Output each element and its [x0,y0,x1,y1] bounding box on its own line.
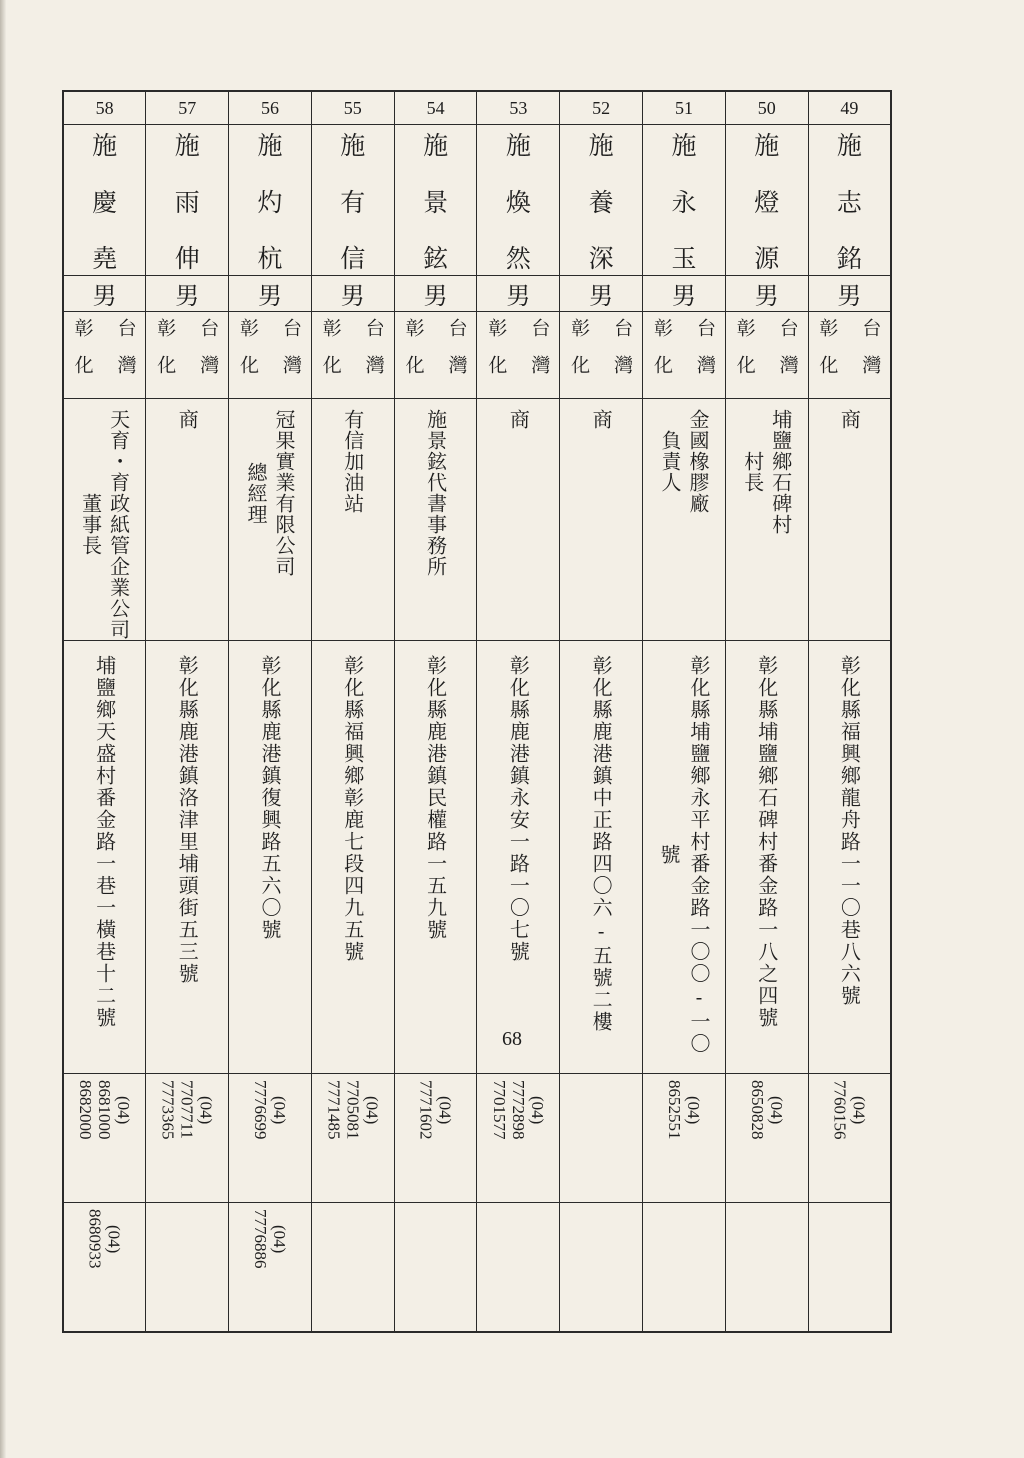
name-char: 施 [174,131,200,160]
telephone-line: 7776699 [250,1080,270,1140]
address-wrap [560,641,642,1033]
occupation-line: 商 [589,409,614,430]
occupation-line: 商 [837,409,862,430]
origin-cell [146,312,229,399]
name-cell [725,125,808,276]
telephone-wrap [229,1074,311,1140]
name-char: 施 [340,131,366,160]
name-char: 銘 [836,244,862,273]
origin-cell [229,312,312,399]
name-char: 鉉 [423,244,449,273]
telephone-line: 8650828 [747,1080,767,1140]
occupation-cell [560,399,643,641]
origin-line: 台灣 [776,318,799,392]
name-char: 有 [340,187,366,217]
name-cell [560,125,643,276]
origin-line: 台灣 [279,318,302,392]
telephone-line: 8652551 [664,1080,684,1140]
telephone-wrap [560,1203,642,1209]
origin-cell [643,312,726,399]
name-cell [146,125,229,276]
serial-number-cell: 58 [63,91,146,125]
telephone-wrap [726,1203,808,1209]
origin-wrap [643,312,725,398]
occupation-wrap [643,399,725,514]
address-wrap [643,641,725,1055]
occupation-line: 負責人 [657,430,682,493]
origin-line: 彰化 [71,318,94,392]
origin-cell [63,312,146,399]
telephone-line: (04) [435,1095,455,1124]
origin-line: 台灣 [362,318,385,392]
telephone-2-cell [643,1203,726,1333]
telephone-line: (04) [269,1095,289,1124]
occupation-cell [477,399,560,641]
occupation-cell [725,399,808,641]
address-cell [808,641,891,1074]
origin-cell [394,312,477,399]
occupation-line: 冠果實業有限公司 [271,409,296,577]
telephone-line: (04) [527,1095,547,1124]
address-wrap [477,641,559,963]
origin-line: 彰化 [733,318,756,392]
origin-line: 彰化 [568,318,591,392]
sex-cell: 男 [394,276,477,312]
row-serial-number [63,91,891,125]
occupation-cell [146,399,229,641]
address-wrap [726,641,808,1029]
name-char: 志 [836,187,862,217]
origin-cell [311,312,394,399]
address-line: 彰化縣埔鹽鄉永平村番金路一〇〇-一〇 [686,655,711,1055]
telephone-2-cell [229,1203,312,1333]
telephone-line: 7701577 [489,1080,509,1140]
origin-cell [725,312,808,399]
telephone-wrap [809,1074,890,1140]
occupation-wrap [395,399,477,577]
serial-number-cell: 49 [808,91,891,125]
serial-number-cell: 52 [560,91,643,125]
telephone-1-cell [643,1074,726,1203]
name-char: 施 [754,131,780,160]
address-line: 彰化縣福興鄉龍舟路一一〇巷八六號 [837,655,862,1007]
serial-number-cell: 57 [146,91,229,125]
address-cell [63,641,146,1074]
address-cell [229,641,312,1074]
telephone-line: (04) [766,1095,786,1124]
telephone-wrap [146,1203,228,1209]
occupation-line: 商 [175,409,200,430]
telephone-1-cell [560,1074,643,1203]
name-char: 深 [588,244,614,273]
name-char: 玉 [671,244,697,273]
origin-cell [560,312,643,399]
telephone-wrap [477,1203,559,1209]
row-telephone-2 [63,1203,891,1333]
origin-line: 台灣 [859,318,882,392]
occupation-wrap [146,399,228,430]
page-number: 68 [502,1028,522,1050]
origin-line: 彰化 [402,318,425,392]
telephone-wrap [643,1074,725,1140]
name-cell [477,125,560,276]
occupation-wrap [726,399,808,535]
occupation-wrap [477,399,559,430]
sex-cell: 男 [146,276,229,312]
name-char: 源 [754,244,780,273]
address-wrap [146,641,228,985]
row-sex [63,276,891,312]
address-line: 彰化縣鹿港鎮永安一路一〇七號 [506,655,531,963]
name-cell [808,125,891,276]
name-char: 永 [671,187,697,217]
occupation-cell [229,399,312,641]
telephone-wrap [64,1074,145,1140]
name-char: 養 [588,187,614,217]
name-stack [395,129,477,271]
sex-cell: 男 [643,276,726,312]
name-stack [312,129,394,271]
address-cell [560,641,643,1074]
row-address [63,641,891,1074]
occupation-cell [311,399,394,641]
origin-wrap [395,312,477,398]
origin-wrap [229,312,311,398]
name-stack [726,129,808,271]
address-line: 彰化縣埔鹽鄉石碑村番金路一八之四號 [754,655,779,1029]
occupation-wrap [809,399,890,430]
occupation-line: 天育・育政紙管企業公司 [106,409,131,640]
telephone-line: 8681000 [95,1080,115,1140]
occupation-line: 董事長 [78,493,103,556]
name-char: 杭 [257,244,283,273]
address-cell [725,641,808,1074]
row-name [63,125,891,276]
name-stack [643,129,725,271]
sex-cell: 男 [229,276,312,312]
telephone-wrap [229,1203,311,1269]
sex-cell: 男 [63,276,146,312]
address-wrap [229,641,311,941]
telephone-wrap [643,1203,725,1209]
origin-wrap [477,312,559,398]
name-char: 雨 [174,187,200,217]
name-char: 施 [257,131,283,160]
name-char: 信 [340,244,366,273]
origin-line: 台灣 [445,318,468,392]
telephone-wrap [395,1203,477,1209]
origin-line: 彰化 [485,318,508,392]
telephone-line: (04) [683,1095,703,1124]
name-char: 然 [505,244,531,273]
telephone-1-cell [725,1074,808,1203]
name-char: 灼 [257,187,283,217]
address-wrap [64,641,145,1029]
origin-wrap [64,312,145,398]
telephone-line: (04) [114,1095,134,1124]
address-cell [394,641,477,1074]
telephone-line: 7772898 [508,1080,528,1140]
name-char: 慶 [92,187,118,217]
origin-line: 台灣 [114,318,137,392]
telephone-line: 7771602 [416,1080,436,1140]
telephone-line: 7771485 [324,1080,344,1140]
telephone-2-cell [808,1203,891,1333]
origin-line: 台灣 [197,318,220,392]
telephone-line: (04) [269,1224,289,1253]
telephone-1-cell [229,1074,312,1203]
row-origin [63,312,891,399]
occupation-line: 商 [506,409,531,430]
occupation-line: 金國橡膠廠 [685,409,710,514]
origin-line: 彰化 [319,318,342,392]
row-occupation [63,399,891,641]
address-wrap [312,641,394,963]
telephone-wrap [726,1074,808,1140]
telephone-1-cell [477,1074,560,1203]
telephone-line: 7773365 [158,1080,178,1140]
name-char: 伸 [174,244,200,273]
telephone-wrap [146,1074,228,1140]
origin-wrap [809,312,890,398]
name-cell [311,125,394,276]
origin-wrap [312,312,394,398]
name-stack [64,129,145,271]
occupation-line: 總經理 [243,461,268,525]
address-wrap [395,641,477,941]
sex-cell: 男 [808,276,891,312]
serial-number-cell: 50 [725,91,808,125]
origin-cell [477,312,560,399]
telephone-wrap [312,1074,394,1140]
sex-cell: 男 [477,276,560,312]
serial-number-cell: 55 [311,91,394,125]
telephone-wrap [477,1074,559,1140]
address-line: 彰化縣鹿港鎮中正路四〇六-五號二樓 [589,655,614,1033]
name-char: 施 [505,131,531,160]
occupation-cell [643,399,726,641]
telephone-1-cell [311,1074,394,1203]
origin-wrap [146,312,228,398]
telephone-2-cell [725,1203,808,1333]
name-char: 煥 [505,187,531,217]
name-stack [477,129,559,271]
occupation-wrap [229,399,311,577]
address-cell [643,641,726,1074]
telephone-wrap [560,1074,642,1080]
page-edge [0,0,6,1458]
occupation-line: 施景鉉代書事務所 [423,409,448,577]
address-cell [477,641,560,1074]
name-char: 施 [423,131,449,160]
telephone-wrap [64,1203,145,1269]
telephone-wrap [312,1203,394,1209]
occupation-wrap [312,399,394,514]
name-cell [643,125,726,276]
telephone-line: 7707711 [177,1080,197,1140]
origin-line: 彰化 [816,318,839,392]
telephone-2-cell [311,1203,394,1333]
origin-wrap [726,312,808,398]
occupation-wrap [560,399,642,430]
telephone-1-cell [808,1074,891,1203]
telephone-1-cell [146,1074,229,1203]
address-line: 彰化縣鹿港鎮復興路五六〇號 [257,655,282,941]
address-line: 彰化縣鹿港鎮洛津里埔頭街五三號 [175,655,200,985]
member-roster-table [62,90,892,1333]
origin-cell [808,312,891,399]
name-char: 施 [588,131,614,160]
telephone-line: (04) [362,1095,382,1124]
serial-number-cell: 53 [477,91,560,125]
name-stack [560,129,642,271]
address-line: 彰化縣鹿港鎮民權路一五九號 [423,655,448,941]
origin-line: 彰化 [154,318,177,392]
origin-line: 彰化 [650,318,673,392]
name-char: 施 [671,131,697,160]
sex-cell: 男 [311,276,394,312]
serial-number-cell: 54 [394,91,477,125]
name-char: 燈 [754,187,780,217]
name-char: 施 [836,131,862,160]
address-cell [311,641,394,1074]
name-cell [394,125,477,276]
origin-line: 台灣 [611,318,634,392]
occupation-line: 埔鹽鄉石碑村 [768,409,793,535]
origin-line: 彰化 [236,318,259,392]
telephone-line: (04) [196,1095,216,1124]
telephone-wrap [395,1074,477,1140]
serial-number-cell: 51 [643,91,726,125]
name-char: 堯 [92,244,118,273]
name-char: 施 [92,131,118,160]
name-cell [63,125,146,276]
address-line: 彰化縣福興鄉彰鹿七段四九五號 [340,655,365,963]
telephone-line: (04) [849,1095,869,1124]
occupation-cell [394,399,477,641]
origin-wrap [560,312,642,398]
sex-cell: 男 [725,276,808,312]
sex-cell: 男 [560,276,643,312]
address-wrap [809,641,890,1007]
telephone-2-cell [63,1203,146,1333]
telephone-line: (04) [104,1224,124,1253]
name-stack [146,129,228,271]
telephone-wrap [809,1203,890,1209]
occupation-line: 村長 [740,451,765,493]
name-char: 景 [423,187,449,217]
origin-line: 台灣 [528,318,551,392]
telephone-1-cell [394,1074,477,1203]
telephone-line: 8680933 [85,1209,105,1269]
row-telephone-1 [63,1074,891,1203]
telephone-line: 7705081 [343,1080,363,1140]
name-cell [229,125,312,276]
occupation-cell [808,399,891,641]
telephone-line: 8682000 [76,1080,96,1140]
origin-line: 台灣 [693,318,716,392]
telephone-2-cell [560,1203,643,1333]
name-stack [229,129,311,271]
address-line: 埔鹽鄉天盛村番金路一巷一橫巷十二號 [92,655,117,1029]
address-line: 號 [656,844,681,866]
name-stack [809,129,890,271]
telephone-1-cell [63,1074,146,1203]
serial-number-cell: 56 [229,91,312,125]
telephone-2-cell [146,1203,229,1333]
telephone-line: 7776886 [250,1209,270,1269]
telephone-2-cell [477,1203,560,1333]
occupation-cell [63,399,146,641]
occupation-wrap [64,399,145,640]
address-cell [146,641,229,1074]
telephone-line: 7760156 [830,1080,850,1140]
occupation-line: 有信加油站 [340,409,365,514]
telephone-2-cell [394,1203,477,1333]
